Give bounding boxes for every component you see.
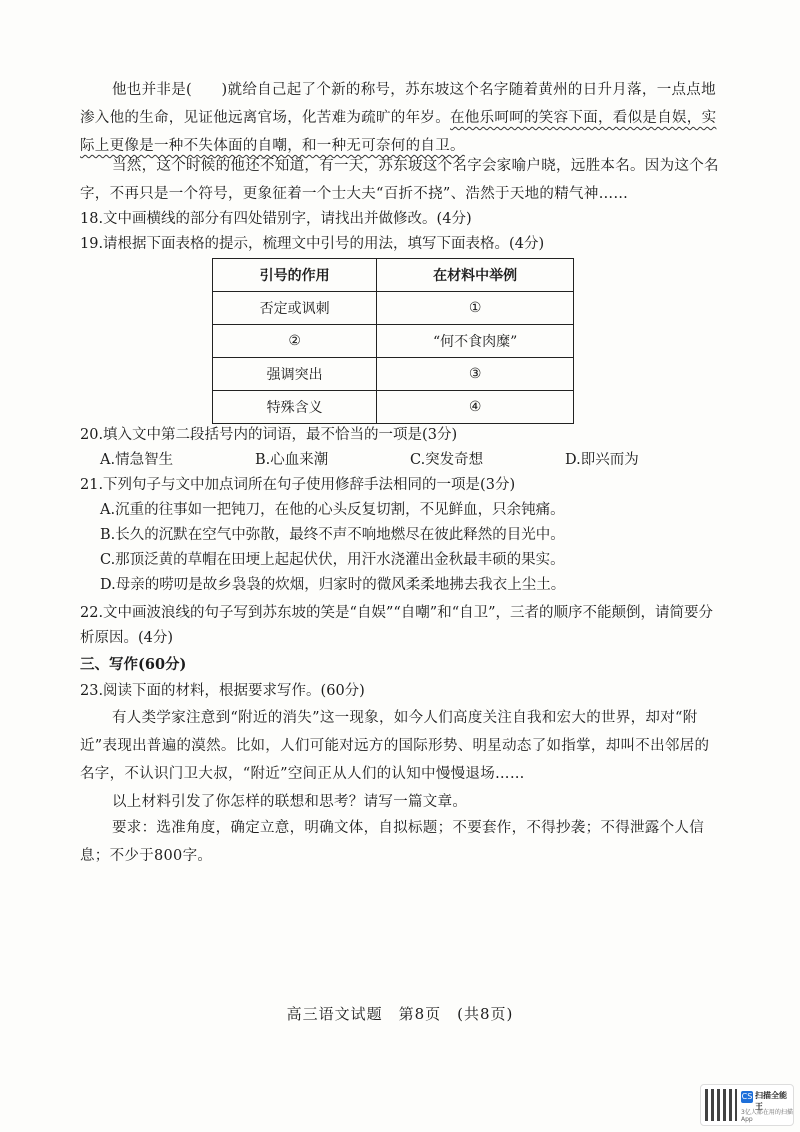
passage-paragraph-1 (80, 76, 720, 160)
requirements-text: 要求：选准角度，确定立意，明确文体，自拟标题；不要套作，不得抄袭；不得泄露个人信息；不少于800字。 (80, 820, 704, 864)
table-row (213, 358, 574, 391)
writing-material (80, 704, 720, 788)
section-title: 三、写作(60分) (80, 656, 187, 673)
table-header: 在材料中举例 (377, 259, 574, 292)
prompt-text: 以上材料引发了你怎样的联想和思考？请写一篇文章。 (112, 794, 468, 810)
option: C.突发奇想 (410, 452, 484, 468)
table-row (213, 325, 574, 358)
quotation-usage-table (212, 258, 574, 424)
table-row (213, 391, 574, 424)
question-22 (80, 601, 720, 651)
table-cell: 特殊含义 (213, 391, 377, 424)
table-cell: 否定或讽刺 (213, 292, 377, 325)
material-text: 有人类学家注意到“附近的消失”这一现象，如今人们高度关注自我和宏大的世界，却对“附近”表现出普遍的漠然。比如，人们可能对远方的国际形势、明星动态了如指掌，却叫不出邻居的名字，不认识门卫大叔，“附近”空间正从人们的认知中慢慢退场…… (80, 710, 710, 782)
scanner-watermark (700, 1084, 794, 1126)
option: D.即兴而为 (565, 452, 639, 468)
writing-prompt (80, 788, 720, 816)
table-cell: 强调突出 (213, 358, 377, 391)
question-23 (80, 679, 720, 704)
passage-paragraph-2 (80, 152, 720, 208)
question-21 (80, 473, 720, 598)
question-18 (80, 207, 720, 232)
question-20 (80, 423, 720, 473)
question-text: 23.阅读下面的材料，根据要求写作。(60分) (80, 683, 365, 699)
table-cell: “何不食肉糜” (377, 325, 574, 358)
page-footer: 高三语文试题 第8页 (共8页) (286, 1005, 514, 1023)
writing-requirements (80, 814, 720, 870)
question-text: 22.文中画波浪线的句子写到苏东坡的笑是“自娱”“自嘲”和“自卫”，三者的顺序不能颠倒，请简要分析原因。(4分) (80, 605, 714, 646)
wavy-underlined-sentence: 在他乐呵呵的笑容下面，看似是自娱，实际上更像是一种不失体面的自嘲，和一种无可奈何的自卫。 (80, 110, 717, 154)
question-text: 19.请根据下面表格的提示，梳理文中引号的用法，填写下面表格。(4分) (80, 236, 545, 252)
table-cell: ④ (377, 391, 574, 424)
section-3-heading (80, 652, 720, 677)
table-row (213, 292, 574, 325)
option: D.母亲的唠叨是故乡袅袅的炊烟，归家时的微风柔柔地拂去我衣上尘土。 (100, 577, 566, 593)
passage-text: 当然，这个时候的他还不知道，有一天，苏东坡这个名字会家喻户晓，远胜本名。因为这个名字，不再只是一个符号，更象征着一个士大夫“百折不挠”、浩然于天地的精气神…… (80, 158, 719, 202)
table-cell: ① (377, 292, 574, 325)
table-cell: ② (213, 325, 377, 358)
question-text: 20.填入文中第二段括号内的词语，最不恰当的一项是(3分) (80, 427, 458, 443)
option: A.沉重的往事如一把钝刀，在他的心头反复切割，不见鲜血，只余钝痛。 (100, 502, 565, 518)
cs-logo-icon: CS (741, 1092, 753, 1101)
table-header-row (213, 259, 574, 292)
table-cell: ③ (377, 358, 574, 391)
scanner-tagline: 3亿人都在用的扫描App (741, 1109, 793, 1123)
option: C.那顶泛黄的草帽在田埂上起起伏伏，用汗水浇灌出金秋最丰硕的果实。 (100, 552, 565, 568)
question-text: 18.文中画横线的部分有四处错别字，请找出并做修改。(4分) (80, 211, 472, 227)
option: B.心血来潮 (255, 452, 329, 468)
question-text: 21.下列句子与文中加点词所在句子使用修辞手法相同的一项是(3分) (80, 477, 516, 493)
qr-code-icon (705, 1089, 737, 1121)
question-19 (80, 232, 720, 257)
option: B.长久的沉默在空气中弥散，最终不声不响地燃尽在彼此释然的目光中。 (100, 527, 565, 543)
options-row (80, 448, 720, 473)
passage-text: 他也并非是( )就给自己起了个新的称号，苏东坡这个名字随着黄州的日升月落，一点点地渗入他的生命，见证他远离官场，化苦难为疏旷的年岁。 (80, 82, 716, 126)
option: A.情急智生 (100, 452, 174, 468)
scanner-brand: 扫描全能王 (755, 1091, 787, 1111)
table-header: 引号的作用 (213, 259, 377, 292)
